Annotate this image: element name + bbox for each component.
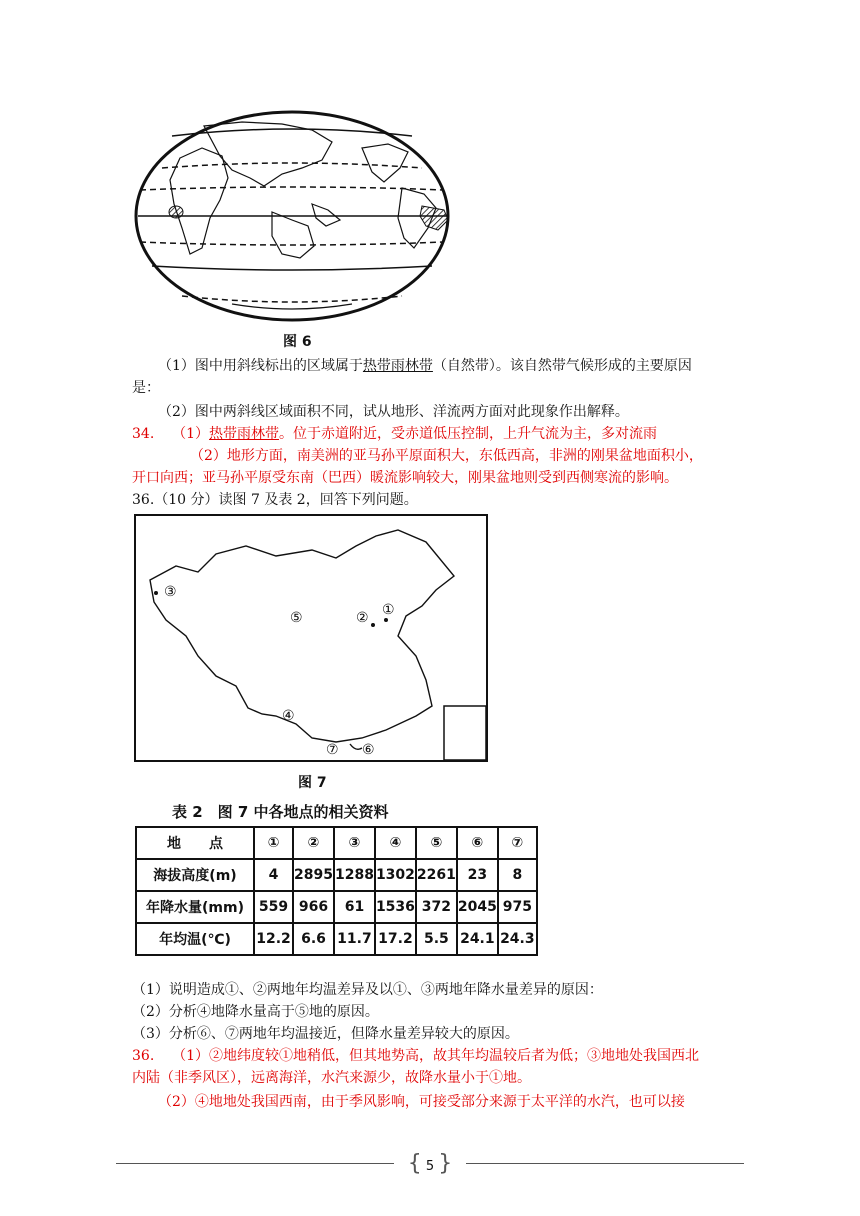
table-cell: 2895 xyxy=(293,859,334,891)
answer34-part2-line2: 开口向西；亚马孙平原受东南（巴西）暖流影响较大，刚果盆地则受到西侧寒流的影响。 xyxy=(132,470,678,486)
table-cell: ④ xyxy=(375,827,416,859)
table-cell: 372 xyxy=(416,891,457,923)
map-marker-5: ⑤ xyxy=(290,610,303,626)
map-marker-7: ⑦ xyxy=(326,742,339,758)
answer36-part1-line1: 36. （1）②地纬度较①地稍低，但其地势高，故其年均温较后者为低；③地地处我国西北 xyxy=(132,1048,699,1064)
table-cell: ② xyxy=(293,827,334,859)
left-brace-icon: { xyxy=(407,1151,422,1176)
answer34-part1: 34. （1）热带雨林带。位于赤道附近，受赤道低压控制，上升气流为主，多对流雨 xyxy=(132,426,657,442)
china-outline xyxy=(136,516,486,760)
map-marker-1: ① xyxy=(382,602,395,618)
table-cell: 1536 xyxy=(375,891,416,923)
table-cell: 966 xyxy=(293,891,334,923)
china-map-figure7 xyxy=(134,514,488,762)
table-row xyxy=(136,891,537,923)
figure7-caption: 图 7 xyxy=(298,775,327,791)
table-cell: 4 xyxy=(254,859,293,891)
table-cell: ① xyxy=(254,827,293,859)
table-row xyxy=(136,859,537,891)
table-cell: 12.2 xyxy=(254,923,293,955)
table-cell: 24.1 xyxy=(457,923,498,955)
q36-sub1: （1）说明造成①、②两地年均温差异及以①、③两地年降水量差异的原因： xyxy=(132,982,603,998)
map-marker-6: ⑥ xyxy=(362,742,375,758)
table-cell: 6.6 xyxy=(293,923,334,955)
q34-part2: （2）图中两斜线区域面积不同，试从地形、洋流两方面对此现象作出解释。 xyxy=(158,404,629,420)
table-cell: 5.5 xyxy=(416,923,457,955)
table-cell: 2045 xyxy=(457,891,498,923)
table-cell: 61 xyxy=(334,891,375,923)
table-cell: 17.2 xyxy=(375,923,416,955)
table-cell: 975 xyxy=(498,891,537,923)
table-cell: 1288 xyxy=(334,859,375,891)
q34-part1: （1）图中用斜线标出的区域属于热带雨林带（自然带）。该自然带气候形成的主要原因 xyxy=(158,358,692,374)
table-cell: 23 xyxy=(457,859,498,891)
q36-header: 36.（10 分）读图 7 及表 2，回答下列问题。 xyxy=(132,492,418,508)
table-cell: ⑥ xyxy=(457,827,498,859)
table-cell: ⑦ xyxy=(498,827,537,859)
q36-sub3: （3）分析⑥、⑦两地年均温接近，但降水量差异较大的原因。 xyxy=(132,1026,519,1042)
answer36-part1-line2: 内陆（非季风区），远离海洋，水汽来源少，故降水量小于①地。 xyxy=(132,1070,531,1086)
table-row xyxy=(136,923,537,955)
q36-sub2: （2）分析④地降水量高于⑤地的原因。 xyxy=(132,1004,379,1020)
table-cell: 2261 xyxy=(416,859,457,891)
answer36-part2-line1: （2）④地地处我国西南，由于季风影响，可接受部分来源于太平洋的水汽，也可以接 xyxy=(158,1094,685,1110)
map-marker-4: ④ xyxy=(282,708,295,724)
table2 xyxy=(135,826,538,956)
figure6-caption: 图 6 xyxy=(283,334,312,350)
table-cell: 1302 xyxy=(375,859,416,891)
map-marker-3: ③ xyxy=(164,584,177,600)
table-cell: 年降水量(mm) xyxy=(136,891,254,923)
q34-underlined-answer: 热带雨林带 xyxy=(362,358,433,374)
table-cell: 24.3 xyxy=(498,923,537,955)
table-cell: 11.7 xyxy=(334,923,375,955)
table-cell: ③ xyxy=(334,827,375,859)
table-cell: 海拔高度(m) xyxy=(136,859,254,891)
page-number-box xyxy=(398,1150,462,1178)
table2-title: 表 2 图 7 中各地点的相关资料 xyxy=(172,803,389,821)
footer-rule-left xyxy=(116,1163,394,1164)
world-map-figure6 xyxy=(132,108,452,324)
table-cell: ⑤ xyxy=(416,827,457,859)
right-brace-icon: } xyxy=(438,1151,453,1176)
page-number: 5 xyxy=(425,1159,435,1174)
table-header-row xyxy=(136,827,537,859)
answer34-part2-line1: （2）地形方面，南美洲的亚马孙平原面积大，东低西高，非洲的刚果盆地面积小， xyxy=(190,448,703,464)
footer-rule-right xyxy=(466,1163,744,1164)
table-cell: 年均温(℃) xyxy=(136,923,254,955)
table-cell: 559 xyxy=(254,891,293,923)
table-cell: 8 xyxy=(498,859,537,891)
table-cell: 地 点 xyxy=(136,827,254,859)
map-marker-2: ② xyxy=(356,610,369,626)
q34-part1-cont: 是： xyxy=(132,380,160,396)
